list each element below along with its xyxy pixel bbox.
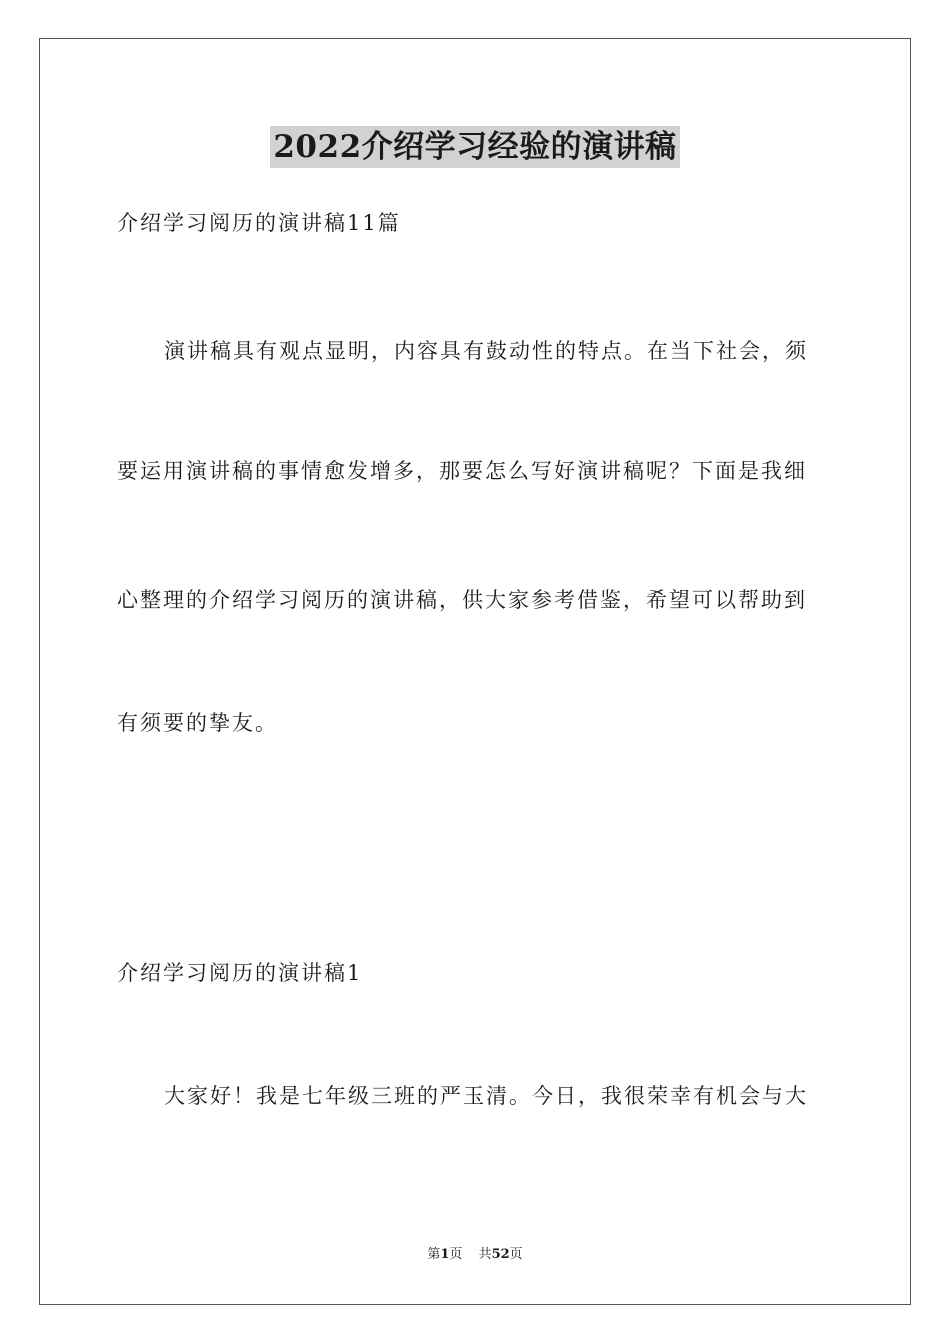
- page-number: 第1页: [427, 1247, 463, 1262]
- document-title: 2022介绍学习经验的演讲稿: [270, 126, 679, 168]
- paragraph-line-2: 要运用演讲稿的事情愈发增多，那要怎么写好演讲稿呢？下面是我细: [117, 459, 807, 483]
- title-container: [0, 126, 950, 168]
- page-total: 共52页: [478, 1247, 523, 1262]
- paragraph-line-4: 有须要的挚友。: [117, 711, 278, 735]
- paragraph-line-3: 心整理的介绍学习阅历的演讲稿，供大家参考借鉴，希望可以帮助到: [117, 588, 807, 612]
- subtitle-line: 介绍学习阅历的演讲稿11篇: [117, 211, 401, 235]
- page-footer: [0, 1246, 950, 1264]
- paragraph-line-1: 演讲稿具有观点显明，内容具有鼓动性的特点。在当下社会，须: [164, 339, 808, 363]
- section-heading: 介绍学习阅历的演讲稿1: [117, 961, 363, 985]
- paragraph-line-5: 大家好！我是七年级三班的严玉清。今日，我很荣幸有机会与大: [164, 1084, 808, 1108]
